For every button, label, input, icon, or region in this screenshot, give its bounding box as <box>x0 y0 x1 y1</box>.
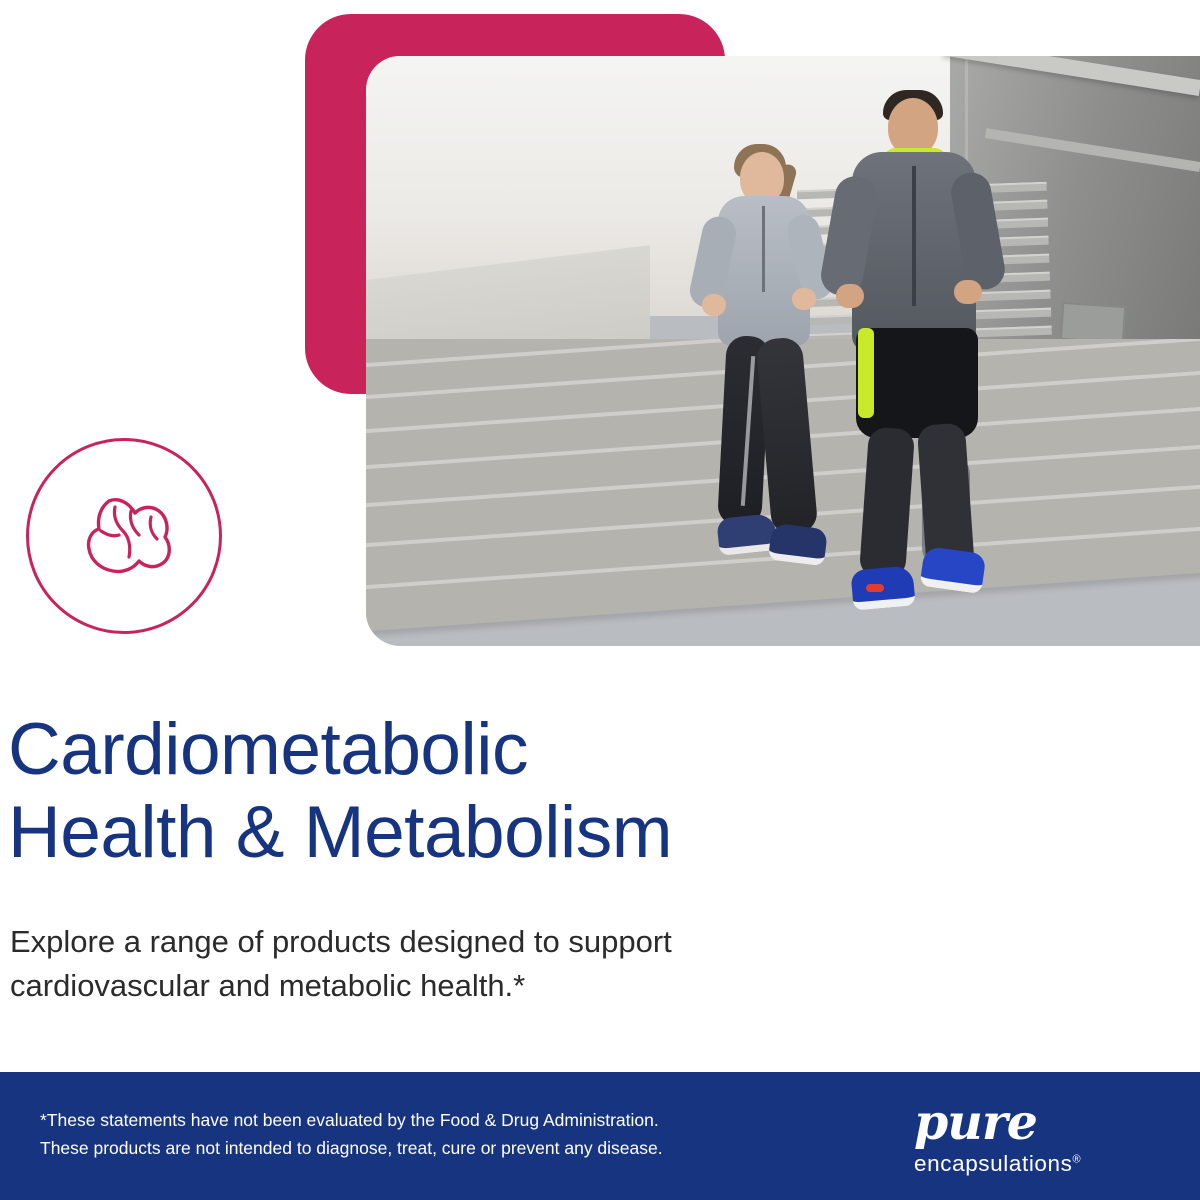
brand-logo-name: pure <box>914 1093 1037 1151</box>
page-title <box>8 708 1108 874</box>
brand-logo-tagline <box>914 1151 1081 1177</box>
subtitle <box>10 920 1070 1008</box>
brand-logo-tagline-text: encapsulations <box>914 1151 1073 1176</box>
headline-line-2: Health & Metabolism <box>8 792 673 874</box>
subtitle-line-1: Explore a range of products designed to support <box>10 924 672 959</box>
headline-line-1: Cardiometabolic <box>8 709 528 790</box>
footer-bar <box>0 1072 1200 1200</box>
brand-logo <box>914 1093 1154 1177</box>
registered-mark: ® <box>1072 1153 1082 1166</box>
photo-wall-panel <box>1060 302 1126 344</box>
disclaimer-line-1: *These statements have not been evaluated by the Food & Drug Administration. <box>40 1110 659 1130</box>
disclaimer-text <box>40 1106 860 1163</box>
hero-photo <box>366 56 1200 646</box>
disclaimer-line-2: These products are not intended to diagnose, treat, cure or prevent any disease. <box>40 1138 663 1159</box>
subtitle-line-2: cardiovascular and metabolic health.* <box>10 968 526 1004</box>
heart-badge <box>26 438 222 634</box>
